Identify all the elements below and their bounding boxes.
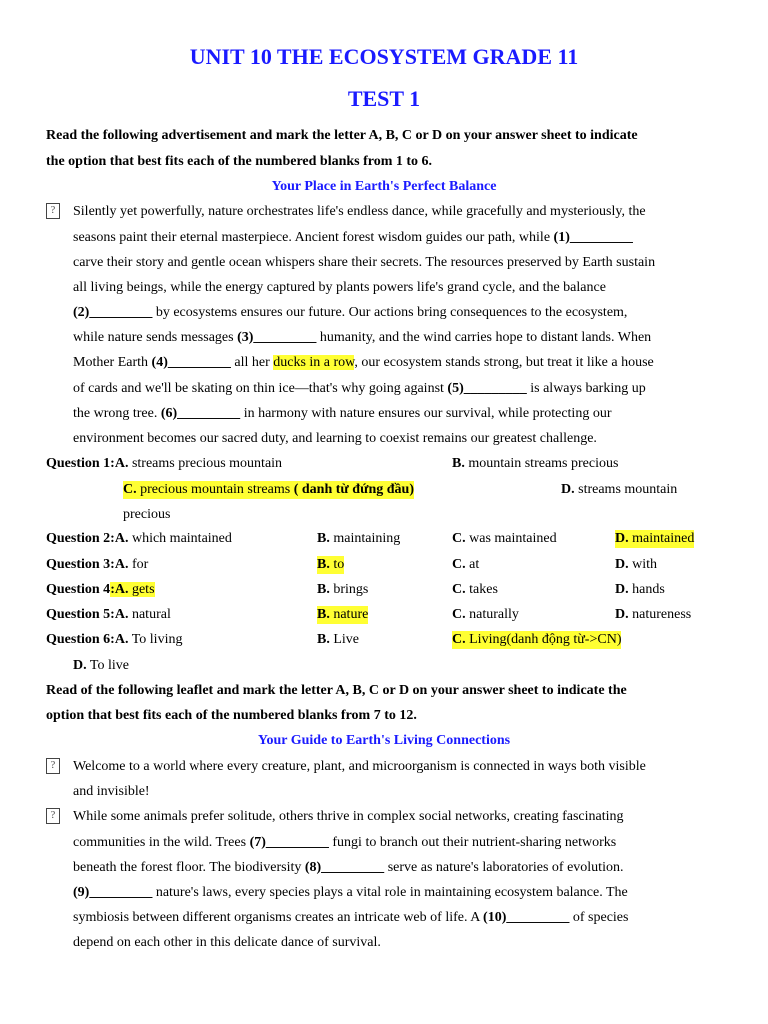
blank-9: (9)_________ [73,885,153,900]
passage2-line: depend on each other in this delicate dance of survival. [73,935,381,950]
passage1-line: all living beings, while the energy captured by plants powers life's grand cycle, and the balance [73,280,606,295]
passage1-line: Mother Earth (4)_________ all her ducks in a row, our ecosystem stands strong, but treat it like a house [73,355,654,370]
question-1-option-d: D. streams mountain [561,482,678,497]
passage2-line: beneath the forest floor. The biodiversity (8)_________ serve as nature's laboratories of evolution. [73,860,624,875]
passage1-line: of cards and we'll be skating on thin ice—that's why going against (5)_________ is always barking up [73,381,646,396]
passage1-line: Silently yet powerfully, nature orchestrates life's endless dance, while gracefully and mysteriously, the [73,204,646,219]
passage2-line: communities in the wild. Trees (7)_________ fungi to branch out their nutrient-sharing networks [73,835,617,850]
blank-1: (1)_________ [553,230,633,245]
passage1-line: the wrong tree. (6)_________ in harmony with nature ensures our survival, while protecting our [73,406,612,421]
question-2: Question 2:A. which maintained [46,531,232,546]
passage1-line: carve their story and gentle ocean whispers share their secrets. The resources preserved by Earth sustain [73,255,656,270]
question-4: Question 4:A. gets [46,582,155,597]
blank-10: (10)_________ [483,910,570,925]
question-6-option-b: B. Live [317,632,359,647]
section1-instruction: Read the following advertisement and mark the letter A, B, C or D on your answer sheet to indicate [46,128,638,143]
missing-glyph-icon: ? [46,758,60,774]
passage2-line: (9)_________ nature's laws, every species plays a vital role in maintaining ecosystem balance. The [73,885,628,900]
question-1-option-b: B. mountain streams precious [452,456,619,471]
question-3-option-d: D. with [615,557,658,572]
blank-8: (8)_________ [304,860,385,875]
question-5: Question 5:A. natural [46,607,171,622]
question-1-option-d-cont: precious [123,507,171,522]
blank-2: (2)_________ [73,305,153,320]
passage2-line: symbiosis between different organisms creates an intricate web of life. A (10)_________ of species [73,910,629,925]
question-4-option-d: D. hands [615,582,665,597]
question-5-option-d: D. natureness [615,607,692,622]
section1-heading: Your Place in Earth's Perfect Balance [271,179,497,194]
section1-instruction-cont: the option that best fits each of the numbered blanks from 1 to 6. [46,154,433,169]
question-4-option-c: C. takes [452,582,498,597]
passage2-line: and invisible! [73,784,150,799]
missing-glyph-icon: ? [46,203,60,219]
passage1-line: environment becomes our sacred duty, and learning to coexist remains our greatest challenge. [73,431,597,446]
question-3: Question 3:A. for [46,557,149,572]
question-6-option-d: D. To live [73,658,129,673]
question-1: Question 1:A. streams precious mountain [46,456,283,471]
passage1-line: while nature sends messages (3)_________ humanity, and the wind carries hope to distant lands. When [73,330,652,345]
question-2-option-c: C. was maintained [452,531,557,546]
passage1-line: seasons paint their eternal masterpiece. Ancient forest wisdom guides our path, while (1)_________ [73,230,633,245]
question-4-option-b: B. brings [317,582,369,597]
question-6-option-c: C. Living(danh động từ->CN) [452,632,622,647]
blank-3: (3)_________ [237,330,317,345]
blank-7: (7)_________ [249,835,329,850]
question-2-option-b: B. maintaining [317,531,401,546]
blank-4: (4)_________ [151,355,231,370]
question-3-option-b: B. to [317,557,345,572]
highlighted-idiom: ducks in a row [273,355,355,370]
passage2-line: While some animals prefer solitude, others thrive in complex social networks, creating fascinating [73,809,624,824]
question-5-option-c: C. naturally [452,607,519,622]
section2-instruction-cont: option that best fits each of the numbered blanks from 7 to 12. [46,708,417,723]
missing-glyph-icon: ? [46,808,60,824]
test-number-title: TEST 1 [347,86,421,111]
blank-5: (5)_________ [447,381,527,396]
question-1-option-c: C. precious mountain streams ( danh từ đứng đầu) [123,482,414,497]
question-3-option-c: C. at [452,557,480,572]
page-title: UNIT 10 THE ECOSYSTEM GRADE 11 [189,44,579,69]
section2-instruction: Read of the following leaflet and mark the letter A, B, C or D on your answer sheet to indicate the [46,683,627,698]
passage1-line: (2)_________ by ecosystems ensures our future. Our actions bring consequences to the ecosystem, [73,305,628,320]
question-5-option-b: B. nature [317,607,369,622]
question-6: Question 6:A. To living [46,632,183,647]
blank-6: (6)_________ [160,406,241,421]
passage2-line: Welcome to a world where every creature, plant, and microorganism is connected in ways both visible [73,759,646,774]
section2-heading: Your Guide to Earth's Living Connections [257,733,511,748]
question-2-option-d: D. maintained [615,531,695,546]
